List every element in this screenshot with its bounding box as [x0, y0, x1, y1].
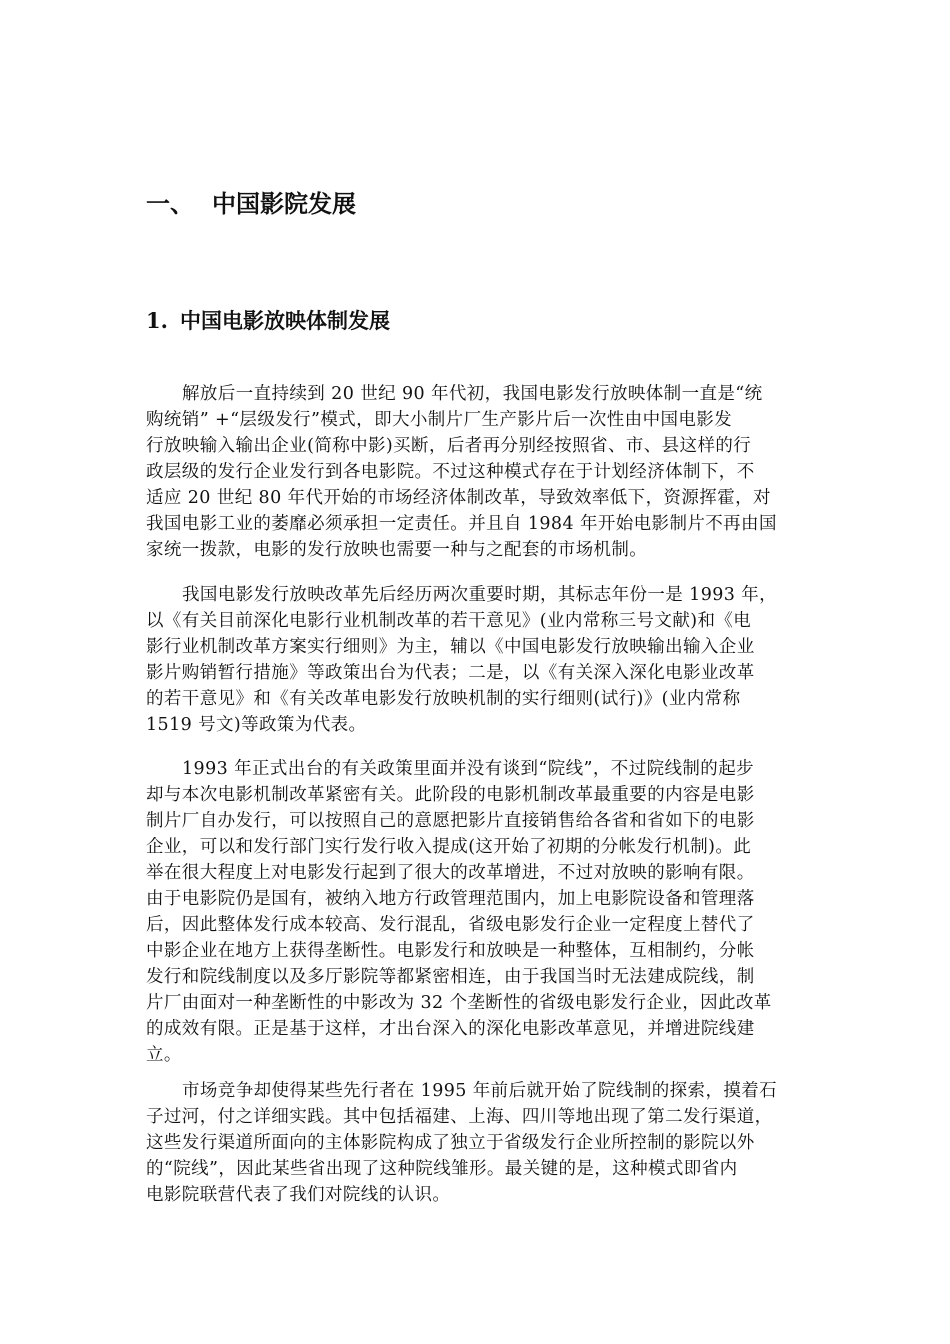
- paragraph-line: 的“院线”，因此某些省出现了这种院线雏形。最关键的是，这种模式即省内: [146, 1159, 738, 1179]
- paragraph-line: 企业，可以和发行部门实行发行收入提成(这开始了初期的分帐发行机制)。此: [146, 837, 752, 857]
- paragraph-line: 片厂由面对一种垄断性的中影改为 32 个垄断性的省级电影发行企业，因此改革: [146, 993, 772, 1013]
- paragraph-line: 家统一拨款，电影的发行放映也需要一种与之配套的市场机制。: [146, 540, 648, 560]
- paragraph-line: 由于电影院仍是国有，被纳入地方行政管理范围内，加上电影院设备和管理落: [146, 889, 755, 909]
- paragraph-line: 政层级的发行企业发行到各电影院。不过这种模式存在于计划经济体制下，不: [146, 462, 755, 482]
- paragraph-line: 举在很大程度上对电影发行起到了很大的改革增进，不过对放映的影响有限。: [146, 863, 755, 883]
- paragraph-line: 1519 号文)等政策为代表。: [146, 715, 367, 735]
- paragraph-line: 的若干意见》和《有关改革电影发行放映机制的实行细则(试行)》(业内常称: [146, 689, 741, 709]
- paragraph-line: 适应 20 世纪 80 年代开始的市场经济体制改革，导致效率低下，资源挥霍，对: [146, 488, 771, 508]
- paragraph-line: 影行业机制改革方案实行细则》为主，辅以《中国电影发行放映输出输入企业: [146, 637, 755, 657]
- paragraph-line: 以《有关目前深化电影行业机制改革的若干意见》(业内常称三号文献)和《电: [146, 611, 752, 631]
- paragraph-line: 制片厂自办发行，可以按照自己的意愿把影片直接销售给各省和省如下的电影: [146, 811, 755, 831]
- paragraph-line: 市场竞争却使得某些先行者在 1995 年前后就开始了院线制的探索，摸着石: [182, 1081, 778, 1101]
- paragraph-line: 子过河，付之详细实践。其中包括福建、上海、四川等地出现了第二发行渠道，: [146, 1107, 773, 1127]
- paragraph-2: [146, 582, 810, 738]
- paragraph-line: 电影院联营代表了我们对院线的认识。: [146, 1185, 451, 1205]
- subsection-heading: [146, 307, 390, 335]
- paragraph-line: 购统销” +“层级发行”模式，即大小制片厂生产影片后一次性由中国电影发: [146, 410, 733, 430]
- paragraph-line: 这些发行渠道所面向的主体影院构成了独立于省级发行企业所控制的影院以外: [146, 1133, 755, 1153]
- paragraph-line: 中影企业在地方上获得垄断性。电影发行和放映是一种整体，互相制约，分帐: [146, 941, 755, 961]
- subsection-number: 1.: [146, 308, 168, 333]
- paragraph-line: 影片购销暂行措施》等政策出台为代表；二是，以《有关深入深化电影业改革: [146, 663, 755, 683]
- paragraph-line: 立。: [146, 1045, 182, 1065]
- paragraph-line: 我国电影发行放映改革先后经历两次重要时期，其标志年份一是 1993 年，: [182, 585, 778, 605]
- section-title: 中国影院发展: [212, 189, 356, 218]
- paragraph-line: 解放后一直持续到 20 世纪 90 年代初，我国电影发行放映体制一直是“统: [182, 384, 763, 404]
- paragraph-line: 后，因此整体发行成本较高、发行混乱，省级电影发行企业一定程度上替代了: [146, 915, 755, 935]
- section-heading: [146, 188, 356, 220]
- paragraph-line: 我国电影工业的萎靡必须承担一定责任。并且自 1984 年开始电影制片不再由国: [146, 514, 777, 534]
- section-number: 一、: [146, 189, 194, 218]
- paragraph-line: 1993 年正式出台的有关政策里面并没有谈到“院线”，不过院线制的起步: [182, 759, 754, 779]
- paragraph-4: [146, 1078, 810, 1208]
- paragraph-line: 的成效有限。正是基于这样，才出台深入的深化电影改革意见，并增进院线建: [146, 1019, 755, 1039]
- subsection-title: 中国电影放映体制发展: [180, 308, 390, 333]
- paragraph-line: 却与本次电影机制改革紧密有关。此阶段的电影机制改革最重要的内容是电影: [146, 785, 755, 805]
- paragraph-line: 发行和院线制度以及多厅影院等都紧密相连，由于我国当时无法建成院线，制: [146, 967, 755, 987]
- paragraph-3: [146, 756, 810, 1068]
- paragraph-1: [146, 381, 810, 563]
- paragraph-line: 行放映输入输出企业(简称中影)买断，后者再分别经按照省、市、县这样的行: [146, 436, 752, 456]
